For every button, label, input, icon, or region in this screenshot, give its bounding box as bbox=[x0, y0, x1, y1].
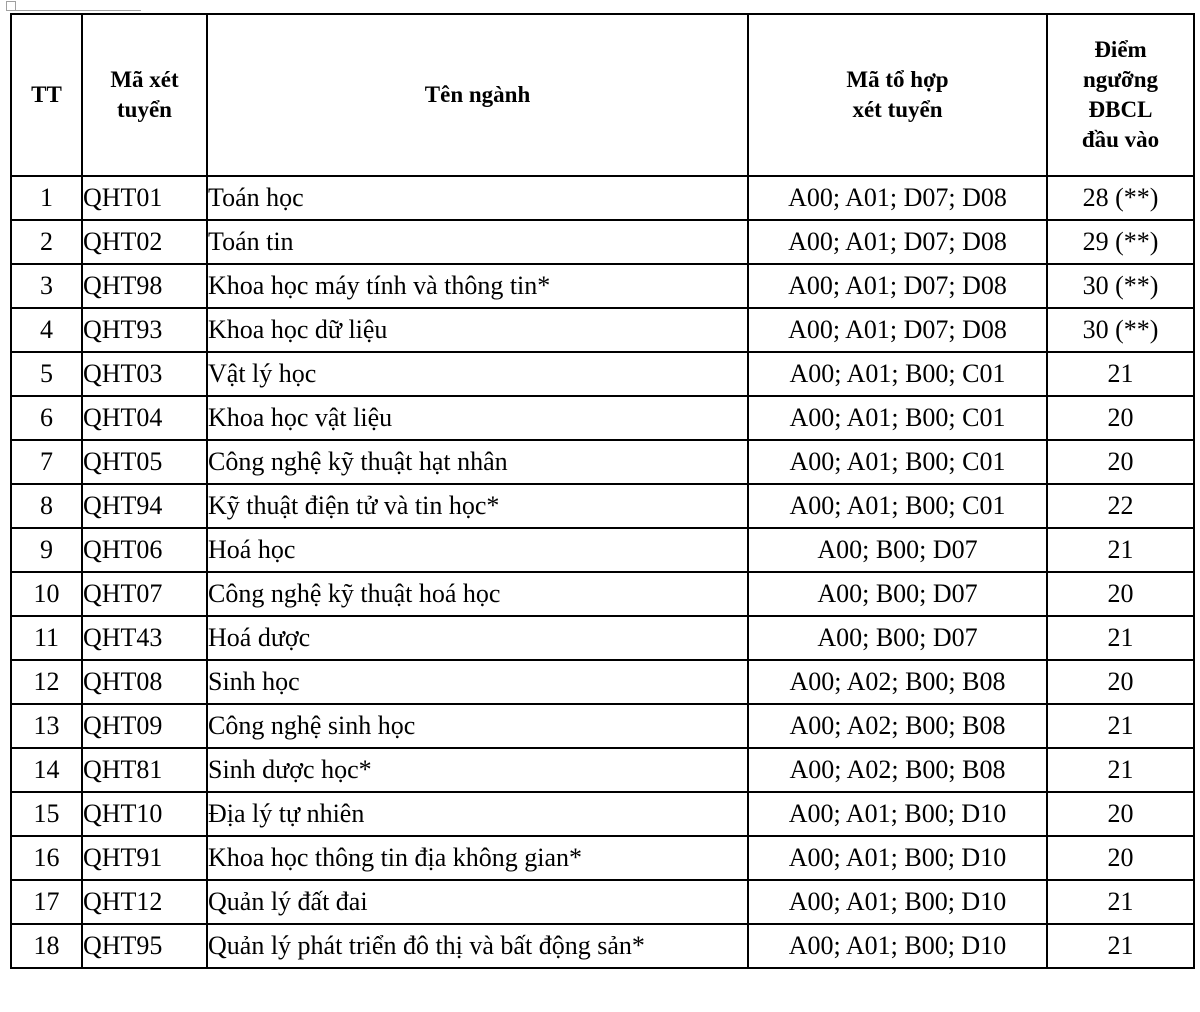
header-combo-line: xét tuyển bbox=[852, 97, 943, 122]
cell-combo: A00; A01; B00; D10 bbox=[748, 792, 1047, 836]
cell-name: Khoa học vật liệu bbox=[207, 396, 748, 440]
cell-code: QHT95 bbox=[82, 924, 207, 968]
cell-combo: A00; A01; B00; C01 bbox=[748, 440, 1047, 484]
cell-code: QHT12 bbox=[82, 880, 207, 924]
cell-name: Sinh dược học* bbox=[207, 748, 748, 792]
table-row bbox=[11, 264, 1194, 308]
cell-score: 20 bbox=[1047, 572, 1194, 616]
cell-combo: A00; B00; D07 bbox=[748, 528, 1047, 572]
cell-tt: 5 bbox=[11, 352, 82, 396]
cell-score: 20 bbox=[1047, 792, 1194, 836]
header-combo-line: Mã tổ hợp bbox=[846, 67, 949, 92]
cell-code: QHT43 bbox=[82, 616, 207, 660]
table-row bbox=[11, 352, 1194, 396]
cell-code: QHT94 bbox=[82, 484, 207, 528]
cell-code: QHT10 bbox=[82, 792, 207, 836]
cell-code: QHT91 bbox=[82, 836, 207, 880]
cell-tt: 12 bbox=[11, 660, 82, 704]
header-row bbox=[11, 14, 1194, 176]
cell-combo: A00; A01; B00; C01 bbox=[748, 396, 1047, 440]
admissions-table bbox=[10, 13, 1195, 969]
cell-score: 30 (**) bbox=[1047, 264, 1194, 308]
table-row bbox=[11, 220, 1194, 264]
table-row bbox=[11, 396, 1194, 440]
header-score-line: ngưỡng bbox=[1082, 67, 1159, 92]
cell-name: Khoa học dữ liệu bbox=[207, 308, 748, 352]
cell-name: Công nghệ kỹ thuật hoá học bbox=[207, 572, 748, 616]
table-row bbox=[11, 704, 1194, 748]
cell-name: Công nghệ sinh học bbox=[207, 704, 748, 748]
cell-name: Vật lý học bbox=[207, 352, 748, 396]
cell-score: 20 bbox=[1047, 396, 1194, 440]
cell-tt: 6 bbox=[11, 396, 82, 440]
table-row bbox=[11, 836, 1194, 880]
cell-combo: A00; A01; D07; D08 bbox=[748, 264, 1047, 308]
cell-combo: A00; B00; D07 bbox=[748, 572, 1047, 616]
cell-tt: 10 bbox=[11, 572, 82, 616]
cell-code: QHT03 bbox=[82, 352, 207, 396]
table-row bbox=[11, 572, 1194, 616]
table-row bbox=[11, 748, 1194, 792]
cell-code: QHT98 bbox=[82, 264, 207, 308]
cell-name: Quản lý đất đai bbox=[207, 880, 748, 924]
cell-score: 20 bbox=[1047, 836, 1194, 880]
cell-code: QHT09 bbox=[82, 704, 207, 748]
header-name: Tên ngành bbox=[207, 14, 748, 176]
cell-tt: 1 bbox=[11, 176, 82, 220]
cell-score: 28 (**) bbox=[1047, 176, 1194, 220]
header-code-line: Mã xét bbox=[110, 67, 179, 92]
cell-tt: 3 bbox=[11, 264, 82, 308]
cell-tt: 4 bbox=[11, 308, 82, 352]
cell-tt: 8 bbox=[11, 484, 82, 528]
cell-name: Kỹ thuật điện tử và tin học* bbox=[207, 484, 748, 528]
table-row bbox=[11, 176, 1194, 220]
cell-tt: 18 bbox=[11, 924, 82, 968]
table-row bbox=[11, 616, 1194, 660]
cell-tt: 16 bbox=[11, 836, 82, 880]
cell-code: QHT07 bbox=[82, 572, 207, 616]
cell-name: Toán tin bbox=[207, 220, 748, 264]
cell-score: 21 bbox=[1047, 528, 1194, 572]
table-row bbox=[11, 308, 1194, 352]
table-row bbox=[11, 924, 1194, 968]
cell-code: QHT01 bbox=[82, 176, 207, 220]
header-code-line: tuyển bbox=[117, 97, 172, 122]
cell-name: Sinh học bbox=[207, 660, 748, 704]
table-row bbox=[11, 440, 1194, 484]
table-row bbox=[11, 660, 1194, 704]
cell-score: 21 bbox=[1047, 616, 1194, 660]
cell-score: 21 bbox=[1047, 880, 1194, 924]
cell-combo: A00; A02; B00; B08 bbox=[748, 748, 1047, 792]
cell-score: 22 bbox=[1047, 484, 1194, 528]
table-row bbox=[11, 792, 1194, 836]
cell-name: Hoá dược bbox=[207, 616, 748, 660]
table-row bbox=[11, 880, 1194, 924]
cell-combo: A00; A02; B00; B08 bbox=[748, 660, 1047, 704]
cell-tt: 9 bbox=[11, 528, 82, 572]
header-score-line: đầu vào bbox=[1081, 127, 1160, 152]
cell-code: QHT05 bbox=[82, 440, 207, 484]
cell-name: Hoá học bbox=[207, 528, 748, 572]
header-score-line: Điểm bbox=[1094, 37, 1147, 62]
cell-tt: 2 bbox=[11, 220, 82, 264]
cell-score: 21 bbox=[1047, 352, 1194, 396]
cell-score: 21 bbox=[1047, 704, 1194, 748]
header-combo bbox=[748, 14, 1047, 176]
header-tt: TT bbox=[11, 14, 82, 176]
cell-tt: 15 bbox=[11, 792, 82, 836]
cell-combo: A00; A02; B00; B08 bbox=[748, 704, 1047, 748]
cell-combo: A00; A01; B00; C01 bbox=[748, 484, 1047, 528]
cell-score: 20 bbox=[1047, 440, 1194, 484]
cell-score: 30 (**) bbox=[1047, 308, 1194, 352]
header-code bbox=[82, 14, 207, 176]
cell-score: 29 (**) bbox=[1047, 220, 1194, 264]
cell-code: QHT04 bbox=[82, 396, 207, 440]
cell-score: 21 bbox=[1047, 748, 1194, 792]
cell-tt: 7 bbox=[11, 440, 82, 484]
table-header bbox=[11, 14, 1194, 176]
cell-combo: A00; A01; B00; D10 bbox=[748, 880, 1047, 924]
cell-combo: A00; A01; B00; D10 bbox=[748, 924, 1047, 968]
cell-tt: 17 bbox=[11, 880, 82, 924]
top-rule bbox=[14, 10, 141, 11]
cell-tt: 11 bbox=[11, 616, 82, 660]
table-body bbox=[11, 176, 1194, 968]
cell-combo: A00; B00; D07 bbox=[748, 616, 1047, 660]
cell-tt: 13 bbox=[11, 704, 82, 748]
cell-code: QHT02 bbox=[82, 220, 207, 264]
cell-combo: A00; A01; B00; D10 bbox=[748, 836, 1047, 880]
cell-name: Quản lý phát triển đô thị và bất động sản* bbox=[207, 924, 748, 968]
header-score bbox=[1047, 14, 1194, 176]
cell-code: QHT93 bbox=[82, 308, 207, 352]
cell-name: Công nghệ kỹ thuật hạt nhân bbox=[207, 440, 748, 484]
cell-name: Địa lý tự nhiên bbox=[207, 792, 748, 836]
cell-combo: A00; A01; D07; D08 bbox=[748, 308, 1047, 352]
cell-score: 21 bbox=[1047, 924, 1194, 968]
cell-combo: A00; A01; D07; D08 bbox=[748, 220, 1047, 264]
cell-name: Khoa học máy tính và thông tin* bbox=[207, 264, 748, 308]
header-score-line: ĐBCL bbox=[1088, 97, 1153, 122]
cell-code: QHT81 bbox=[82, 748, 207, 792]
cell-combo: A00; A01; B00; C01 bbox=[748, 352, 1047, 396]
cell-tt: 14 bbox=[11, 748, 82, 792]
table-row bbox=[11, 528, 1194, 572]
table-row bbox=[11, 484, 1194, 528]
cell-code: QHT06 bbox=[82, 528, 207, 572]
cell-code: QHT08 bbox=[82, 660, 207, 704]
cell-name: Toán học bbox=[207, 176, 748, 220]
cell-name: Khoa học thông tin địa không gian* bbox=[207, 836, 748, 880]
cell-score: 20 bbox=[1047, 660, 1194, 704]
cell-combo: A00; A01; D07; D08 bbox=[748, 176, 1047, 220]
